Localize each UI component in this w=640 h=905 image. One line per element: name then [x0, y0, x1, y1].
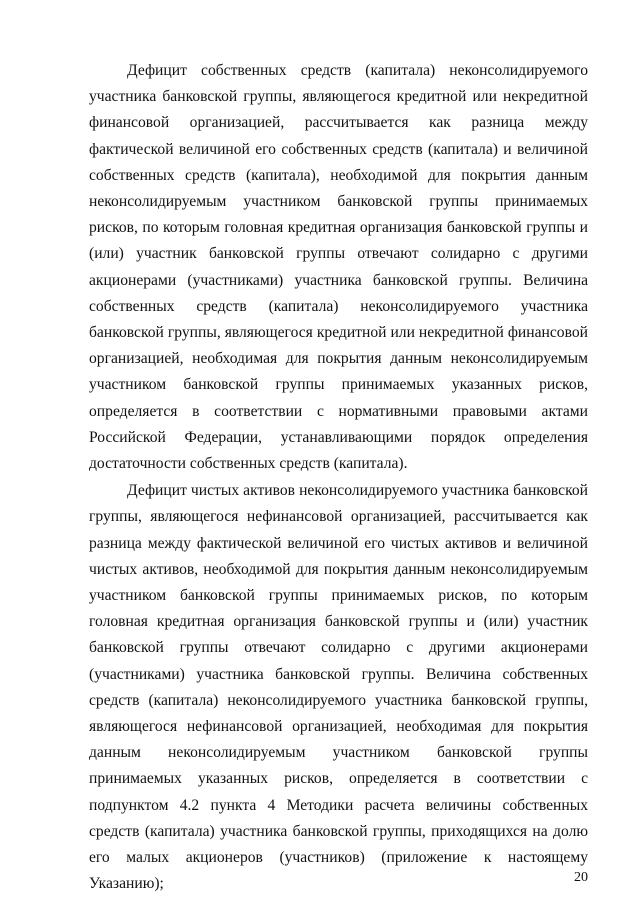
- paragraph-net-assets-deficit: Дефицит чистых активов неконсолидируемого участника банковской группы, являющегося нефинансовой организацией, рассчитывается как разница между фактической величиной его чистых активов и величиной чистых активов, необходимой для покрытия данным неконсолидируемым участником банковской группы принимаемых рисков, по которым головная кредитная организация банковской группы и (или) участник банковской группы отвечают солидарно с другими акционерами (участниками) участника банковской группы. Величина собственных средств (капитала) неконсолидируемого участника банковской группы, являющегося нефинансовой организацией, необходимая для покрытия данным неконсолидируемым участником банковской группы принимаемых указанных рисков, определяется в соответствии с подпунктом 4.2 пункта 4 Методики расчета величины собственных средств (капитала) участника банковской группы, приходящихся на долю его малых акционеров (участников) (приложение к настоящему Указанию);: [89, 482, 588, 893]
- page-number: 20: [574, 870, 588, 885]
- body-text: [89, 58, 588, 898]
- paragraph-capital-deficit: Дефицит собственных средств (капитала) неконсолидируемого участника банковской группы, являющегося кредитной или некредитной финансовой организацией, рассчитывается как разница между фактической величиной его собственных средств (капитала) и величиной собственных средств (капитала), необходимой для покрытия данным неконсолидируемым участником банковской группы принимаемых рисков, по которым головная кредитная организация банковской группы и (или) участник банковской группы отвечают солидарно с другими акционерами (участниками) участника банковской группы. Величина собственных средств (капитала) неконсолидируемого участника банковской группы, являющегося кредитной или некредитной финансовой организацией, необходимая для покрытия данным неконсолидируемым участником банковской группы принимаемых указанных рисков, определяется в соответствии с нормативными правовыми актами Российской Федерации, устанавливающими порядок определения достаточности собственных средств (капитала).: [89, 62, 588, 473]
